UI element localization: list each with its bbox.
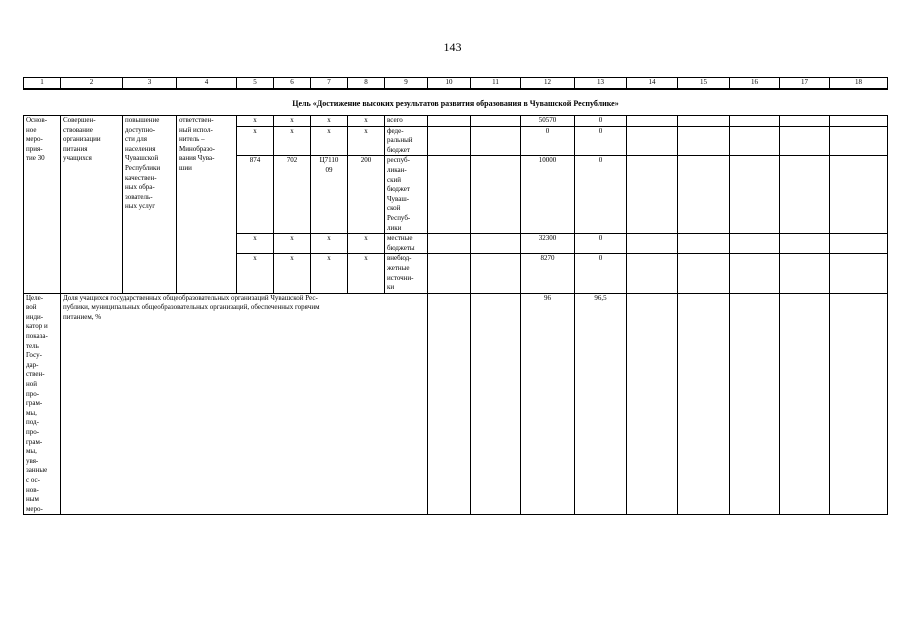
col-header: 8 — [348, 78, 385, 90]
cell-target-article: x — [311, 234, 348, 254]
cell-empty — [830, 116, 888, 127]
cell-value: 0 — [575, 234, 627, 254]
cell-empty — [471, 234, 521, 254]
column-number-row — [24, 78, 888, 90]
cell-empty — [780, 156, 830, 234]
cell-value: 8270 — [521, 254, 575, 293]
cell-empty — [730, 254, 780, 293]
cell-empty — [627, 126, 678, 156]
col-header: 3 — [123, 78, 177, 90]
col-header: 6 — [274, 78, 311, 90]
cell-empty — [730, 156, 780, 234]
cell-empty — [428, 254, 471, 293]
cell-funding-source: феде- ральный бюджет — [385, 126, 428, 156]
cell-expense-type: x — [348, 126, 385, 156]
col-header: 12 — [521, 78, 575, 90]
cell-funding-source: респуб- ликан- ский бюджет Чуваш- ской Респуб- лики — [385, 156, 428, 234]
col-header: 2 — [61, 78, 123, 90]
cell-funding-source: местные бюджеты — [385, 234, 428, 254]
cell-empty — [780, 254, 830, 293]
cell-expense-type: x — [348, 254, 385, 293]
cell-section: x — [274, 234, 311, 254]
cell-value: 50570 — [521, 116, 575, 127]
cell-value: 10000 — [521, 156, 575, 234]
cell-target-article: x — [311, 126, 348, 156]
cell-expense-type: x — [348, 116, 385, 127]
cell-empty — [471, 126, 521, 156]
cell-grbs: x — [237, 116, 274, 127]
cell-empty — [780, 293, 830, 515]
indicator-description: Доля учащихся государственных общеобразовательных организаций Чувашской Рес- публики, муниципальных общеобразовательных организаций, обеспеченных горячим питанием, % — [61, 293, 428, 515]
cell-empty — [627, 293, 678, 515]
cell-empty — [678, 293, 730, 515]
cell-funding-source: всего — [385, 116, 428, 127]
col-header: 7 — [311, 78, 348, 90]
col-header: 4 — [177, 78, 237, 90]
measure-name: Совершен- ствование организации питания учащихся — [61, 116, 123, 294]
cell-empty — [730, 126, 780, 156]
col-header: 9 — [385, 78, 428, 90]
page-number: 143 — [443, 40, 462, 54]
col-header: 16 — [730, 78, 780, 90]
cell-section: x — [274, 254, 311, 293]
cell-empty — [730, 116, 780, 127]
cell-grbs: x — [237, 234, 274, 254]
cell-grbs: x — [237, 126, 274, 156]
cell-empty — [830, 254, 888, 293]
cell-empty — [471, 254, 521, 293]
cell-target-article: x — [311, 254, 348, 293]
cell-value: 0 — [521, 126, 575, 156]
cell-empty — [471, 116, 521, 127]
cell-empty — [730, 234, 780, 254]
cell-empty — [830, 293, 888, 515]
indicator-value: 96,5 — [575, 293, 627, 515]
col-header: 10 — [428, 78, 471, 90]
col-header: 15 — [678, 78, 730, 90]
cell-grbs: x — [237, 254, 274, 293]
cell-value: 0 — [575, 156, 627, 234]
budget-table — [23, 77, 888, 515]
cell-value: 32300 — [521, 234, 575, 254]
measure-executor: ответствен- ный испол- нитель – Минобразо- вания Чува- шии — [177, 116, 237, 294]
cell-expense-type: x — [348, 234, 385, 254]
cell-empty — [471, 156, 521, 234]
cell-section: x — [274, 116, 311, 127]
indicator-row — [24, 293, 888, 515]
table-row — [24, 116, 888, 127]
col-header: 17 — [780, 78, 830, 90]
cell-section: x — [274, 126, 311, 156]
indicator-type: Целе- вой инди- катор и показа- тель Госу- дар- ствен- ной про- грам- мы, под- про- грам- мы, увя- занные с ос- нов- ным меро- — [24, 293, 61, 515]
cell-funding-source: внебюд- жетные источни- ки — [385, 254, 428, 293]
cell-empty — [678, 116, 730, 127]
measure-goal: повышение доступно- сти для населения Чувашской Республики качествен- ных обра- зователь- ных услуг — [123, 116, 177, 294]
goal-heading: Цель «Достижение высоких результатов развития образования в Чувашской Республике» — [292, 99, 619, 109]
cell-empty — [678, 156, 730, 234]
cell-empty — [471, 293, 521, 515]
cell-target-article: x — [311, 116, 348, 127]
measure-type: Основ- ное меро- прия- тие 30 — [24, 116, 61, 294]
cell-value: 0 — [575, 116, 627, 127]
cell-empty — [830, 234, 888, 254]
cell-empty — [428, 156, 471, 234]
col-header: 18 — [830, 78, 888, 90]
cell-grbs: 874 — [237, 156, 274, 234]
cell-value: 0 — [575, 126, 627, 156]
goal-row — [24, 96, 888, 112]
cell-expense-type: 200 — [348, 156, 385, 234]
cell-empty — [678, 126, 730, 156]
cell-empty — [730, 293, 780, 515]
cell-empty — [830, 156, 888, 234]
cell-empty — [627, 156, 678, 234]
cell-empty — [428, 293, 471, 515]
indicator-value: 96 — [521, 293, 575, 515]
cell-empty — [678, 254, 730, 293]
cell-empty — [830, 126, 888, 156]
cell-empty — [428, 126, 471, 156]
cell-empty — [428, 234, 471, 254]
cell-section: 702 — [274, 156, 311, 234]
cell-empty — [627, 254, 678, 293]
cell-value: 0 — [575, 254, 627, 293]
cell-empty — [678, 234, 730, 254]
cell-empty — [627, 116, 678, 127]
cell-empty — [780, 116, 830, 127]
cell-empty — [627, 234, 678, 254]
col-header: 1 — [24, 78, 61, 90]
col-header: 13 — [575, 78, 627, 90]
col-header: 11 — [471, 78, 521, 90]
col-header: 5 — [237, 78, 274, 90]
cell-target-article: Ц7110 09 — [311, 156, 348, 234]
cell-empty — [780, 234, 830, 254]
col-header: 14 — [627, 78, 678, 90]
cell-empty — [780, 126, 830, 156]
cell-empty — [428, 116, 471, 127]
